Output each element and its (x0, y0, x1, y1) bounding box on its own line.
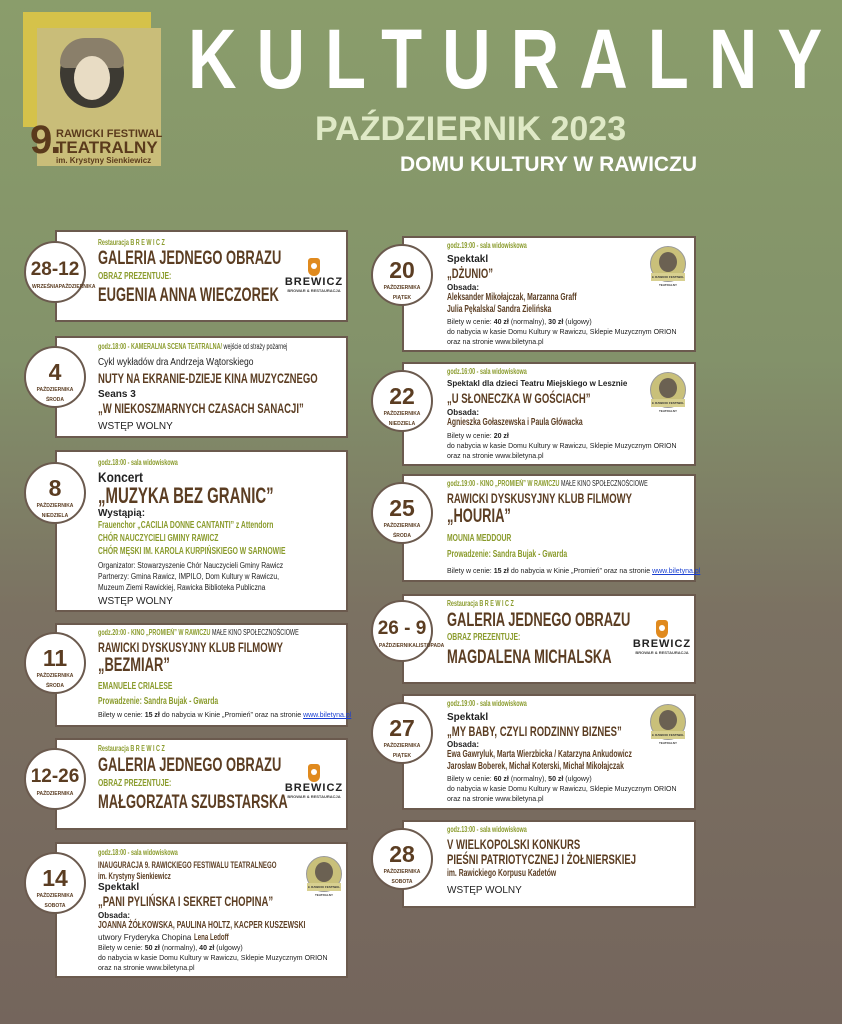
event-date: 20 (389, 257, 415, 283)
event-title: „MUZYKA BEZ GRANIC” (98, 483, 274, 508)
event-title: GALERIA JEDNEGO OBRAZU (98, 248, 282, 269)
event-date: 12-26 (30, 766, 80, 787)
event-title: GALERIA JEDNEGO OBRAZU (98, 755, 282, 776)
event-cast-1: Ewa Gawryluk, Marta Wierzbicka / Katarzyna Ankudowicz (447, 749, 632, 760)
logo-line2: TEATRALNY (56, 138, 158, 157)
date-month-from: WRZEŚNIA (32, 284, 59, 290)
date-month: PAŹDZIERNIKA (36, 387, 74, 393)
date-month: PAŹDZIERNIKA (383, 743, 421, 749)
event-tickets: Bilety w cenie: 40 zł (normalny), 30 zł (ulgowy) (447, 319, 592, 326)
event-tickets: Bilety w cenie: 50 zł (normalny), 40 zł (ulgowy) (98, 945, 243, 952)
event-kind: Spektakl dla dzieci Teatru Miejskiego w Lesznie (447, 379, 628, 388)
festival-badge-icon: 9. RAWICKI FESTIWAL TEATRALNY (650, 246, 686, 282)
event-artist: MAGDALENA MICHALSKA (447, 647, 612, 668)
event-time: godz.13:00 - sala widowiskowa (447, 825, 527, 834)
event-time: godz.20:00 - KINO „PROMIEŃ” W RAWICZU MAŁE KINO SPOŁECZNOŚCIOWE (98, 628, 299, 637)
event-series: Cykl wykładów dra Andrzeja Wątorskiego (98, 357, 254, 368)
date-badge (24, 241, 96, 303)
event-performer-3: CHÓR MĘSKI IM. KAROLA KURPIŃSKIEGO W SARNOWIE (98, 546, 286, 557)
date-badge (371, 244, 433, 306)
date-weekday: ŚRODA (45, 397, 65, 403)
event-date: 25 (389, 495, 415, 521)
actress-portrait (60, 38, 124, 108)
date-month: PAŹDZIERNIKA (36, 673, 74, 679)
event-club: RAWICKI DYSKUSYJNY KLUB FILMOWY (447, 490, 632, 506)
page-title: KULTURALNY (188, 12, 842, 106)
date-badge (371, 370, 433, 432)
event-subline: OBRAZ PREZENTUJE: (447, 632, 521, 643)
date-weekday: ŚRODA (45, 683, 65, 689)
event-buy-2: oraz na stronie www.biletyna.pl (98, 965, 195, 972)
event-buy-2: oraz na stronie www.biletyna.pl (447, 453, 544, 460)
event-venue: Restauracja B R E W I C Z (447, 599, 514, 608)
event-artist: EUGENIA ANNA WIECZOREK (98, 285, 279, 306)
event-host: Prowadzenie: Sandra Bujak - Gwarda (447, 549, 568, 560)
event-venue: Restauracja B R E W I C Z (98, 744, 165, 753)
brewicz-logo: BREWICZ BROWAR & RESTAURACJA (284, 764, 344, 799)
event-time: godz.18:00 - KAMERALNA SCENA TEATRALNA/ wejście od straży pożarnej (98, 342, 288, 351)
date-badge (24, 462, 86, 524)
event-date: 14 (42, 865, 68, 891)
festival-badge-icon: 9. RAWICKI FESTIWAL TEATRALNY (306, 856, 342, 892)
event-title: „MY BABY, CZYLI RODZINNY BIZNES” (447, 723, 622, 739)
event-buy-2: oraz na stronie www.biletyna.pl (447, 796, 544, 803)
biletyna-link[interactable]: www.biletyna.pl (652, 568, 701, 575)
event-kind: Spektakl (98, 882, 140, 893)
event-buy-1: do nabycia w kasie Domu Kultury w Rawiczu, Sklepie Muzycznym ORION (447, 786, 677, 793)
event-date: 4 (48, 359, 62, 385)
event-buy-1: do nabycia w kasie Domu Kultury w Rawiczu, Sklepie Muzycznym ORION (98, 955, 328, 962)
event-date: 28-12 (30, 259, 80, 280)
date-weekday: PIĄTEK (392, 295, 412, 301)
event-cast-label: Wystąpią: (98, 508, 146, 519)
event-tickets: Bilety w cenie: 15 zł do nabycia w Kinie „Promień” oraz na stronie www.biletyna.pl (98, 712, 352, 719)
event-date: 28 (389, 841, 415, 867)
event-seans: Seans 3 (98, 389, 136, 400)
logo-line1: RAWICKI FESTIWAL (56, 128, 163, 140)
event-time: godz.19:00 - sala widowiskowa (447, 241, 527, 250)
date-weekday: NIEDZIELA (41, 513, 69, 519)
event-cast-label: Obsada: (447, 740, 480, 749)
event-music: utwory Fryderyka Chopina Lena Ledoff (98, 932, 229, 942)
date-badge (371, 828, 433, 890)
logo-line3: im. Krystyny Sienkiewicz (56, 156, 152, 165)
beer-glass-icon (308, 764, 320, 782)
brewicz-logo: BREWICZ BROWAR & RESTAURACJA (284, 258, 344, 293)
event-inauguration-2: im. Krystyny Sienkiewicz (98, 871, 171, 881)
event-title-1: V WIELKOPOLSKI KONKURS (447, 836, 581, 852)
event-cast-2: Julia Pękalska/ Sandra Zielińska (447, 304, 552, 315)
date-weekday: ŚRODA (392, 533, 412, 539)
biletyna-link[interactable]: www.biletyna.pl (303, 712, 352, 719)
date-badge (24, 748, 86, 810)
event-partners-2: Muzeum Ziemi Rawickiej, Rawicka Biblioteka Publiczna (98, 583, 266, 592)
event-director: MOUNIA MEDDOUR (447, 533, 512, 544)
date-month-from: PAŹDZIERNIKA (379, 643, 416, 649)
event-date: 11 (42, 645, 68, 671)
event-title-3: im. Rawickiego Korpusu Kadetów (447, 868, 557, 879)
event-buy-1: do nabycia w kasie Domu Kultury w Rawiczu, Sklepie Muzycznym ORION (447, 329, 677, 336)
page-month: PAŹDZIERNIK 2023 (315, 110, 627, 148)
date-badge (24, 346, 86, 408)
date-badge (371, 482, 433, 544)
date-weekday: PIĄTEK (392, 753, 412, 759)
date-badge (371, 702, 433, 764)
event-title: „DŻUNIO” (447, 265, 494, 281)
event-inauguration: INAUGURACJA 9. RAWICKIEGO FESTIWALU TEATRALNEGO (98, 860, 277, 870)
event-cast: JOANNA ŻÓŁKOWSKA, PAULINA HOLTZ, KACPER KUSZEWSKI (98, 920, 306, 931)
event-date: 8 (48, 475, 62, 501)
date-month: PAŹDZIERNIKA (383, 523, 421, 529)
date-month: PAŹDZIERNIKA (383, 285, 421, 291)
event-buy-1: do nabycia w kasie Domu Kultury w Rawiczu, Sklepie Muzycznym ORION (447, 443, 677, 450)
event-cast-1: Aleksander Mikołajczak, Marzanna Graff (447, 292, 577, 303)
date-month: PAŹDZIERNIKA (383, 869, 421, 875)
date-weekday: SOBOTA (391, 879, 413, 885)
event-free: WSTĘP WOLNY (98, 596, 173, 607)
event-cast-1: Agnieszka Gołaszewska i Paula Główacka (447, 417, 583, 428)
event-time: godz.16:00 - sala widowiskowa (447, 367, 527, 376)
event-time: godz.18:00 - sala widowiskowa (98, 848, 178, 857)
event-partners-1: Partnerzy: Gmina Rawicz, IMPILO, Dom Kultury w Rawiczu, (98, 572, 280, 581)
beer-glass-icon (656, 620, 668, 638)
event-date: 27 (389, 715, 415, 741)
event-performer-2: CHÓR NAUCZYCIELI GMINY RAWICZ (98, 533, 219, 544)
date-weekday: SOBOTA (44, 903, 66, 909)
festival-badge-icon: 9. RAWICKI FESTIWAL TEATRALNY (650, 372, 686, 408)
event-time: godz.19:00 - sala widowiskowa (447, 699, 527, 708)
event-director: EMANUELE CRIALESE (98, 681, 173, 692)
date-badge (24, 852, 86, 914)
event-tickets: Bilety w cenie: 60 zł (normalny), 50 zł (ulgowy) (447, 776, 592, 783)
beer-glass-icon (308, 258, 320, 276)
date-badge (371, 600, 445, 662)
event-cast-label: Obsada: (447, 283, 480, 292)
date-month: PAŹDZIERNIKA (383, 411, 421, 417)
event-host: Prowadzenie: Sandra Bujak - Gwarda (98, 696, 219, 707)
date-month: PAŹDZIERNIKA (36, 893, 74, 899)
page-org: DOMU KULTURY W RAWICZU (400, 153, 698, 176)
event-title: GALERIA JEDNEGO OBRAZU (447, 610, 631, 631)
event-cast-label: Obsada: (447, 408, 480, 417)
date-month: PAŹDZIERNIKA (36, 503, 74, 509)
date-badge (24, 632, 86, 694)
event-title-2: PIEŚNI PATRIOTYCZNEJ I ŻOŁNIERSKIEJ (447, 851, 637, 867)
event-free: WSTĘP WOLNY (447, 885, 522, 896)
event-club: RAWICKI DYSKUSYJNY KLUB FILMOWY (98, 639, 283, 655)
logo-number: 9. (30, 118, 60, 162)
event-venue: Restauracja B R E W I C Z (98, 238, 165, 247)
event-organizer: Organizator: Stowarzyszenie Chór Nauczycieli Gminy Rawicz (98, 561, 284, 570)
event-title: „U SŁONECZKA W GOŚCIACH” (447, 390, 591, 406)
event-cast-label: Obsada: (98, 911, 131, 920)
brewicz-logo: BREWICZ BROWAR & RESTAURACJA (632, 620, 692, 655)
event-time: godz.19:00 - KINO „PROMIEŃ” W RAWICZU MAŁE KINO SPOŁECZNOŚCIOWE (447, 479, 648, 488)
event-artist: MAŁGORZATA SZUBSTARSKA (98, 792, 288, 813)
date-weekday: NIEDZIELA (388, 421, 416, 427)
event-performer-1: Frauenchor „CACILIA DONNE CANTANTI” z Attendorn (98, 520, 274, 531)
event-kind: Spektakl (447, 254, 489, 265)
event-cast-2: Jarosław Boberek, Michał Koterski, Michał Mikołajczak (447, 761, 624, 772)
event-time: godz.18:00 - sala widowiskowa (98, 458, 178, 467)
event-film: „HOURIA” (447, 506, 511, 527)
event-free: WSTĘP WOLNY (98, 421, 173, 432)
date-month: PAŹDZIERNIKA (36, 791, 74, 797)
event-subline: OBRAZ PREZENTUJE: (98, 778, 172, 789)
event-film: „BEZMIAR” (98, 655, 170, 676)
event-film: „W NIEKOSZMARNYCH CZASACH SANACJI” (98, 400, 304, 416)
event-tickets: Bilety w cenie: 20 zł (447, 433, 509, 440)
date-month-to: PAŹDZIERNIKA (58, 284, 96, 290)
event-title: „PANI PYLIŃSKA I SEKRET CHOPINA” (98, 893, 274, 909)
date-month-to: LISTOPADA (415, 643, 445, 649)
event-tickets: Bilety w cenie: 15 zł do nabycia w Kinie „Promień” oraz na stronie www.biletyna.pl (447, 568, 701, 575)
event-buy-2: oraz na stronie www.biletyna.pl (447, 339, 544, 346)
festival-badge-icon: 9. RAWICKI FESTIWAL TEATRALNY (650, 704, 686, 740)
event-kind: Spektakl (447, 712, 489, 723)
event-subline: OBRAZ PREZENTUJE: (98, 271, 172, 282)
event-kind: Koncert (98, 469, 143, 485)
event-title: NUTY NA EKRANIE-DZIEJE KINA MUZYCZNEGO (98, 370, 318, 386)
event-date: 22 (389, 383, 415, 409)
event-date: 26 - 9 (377, 618, 427, 639)
